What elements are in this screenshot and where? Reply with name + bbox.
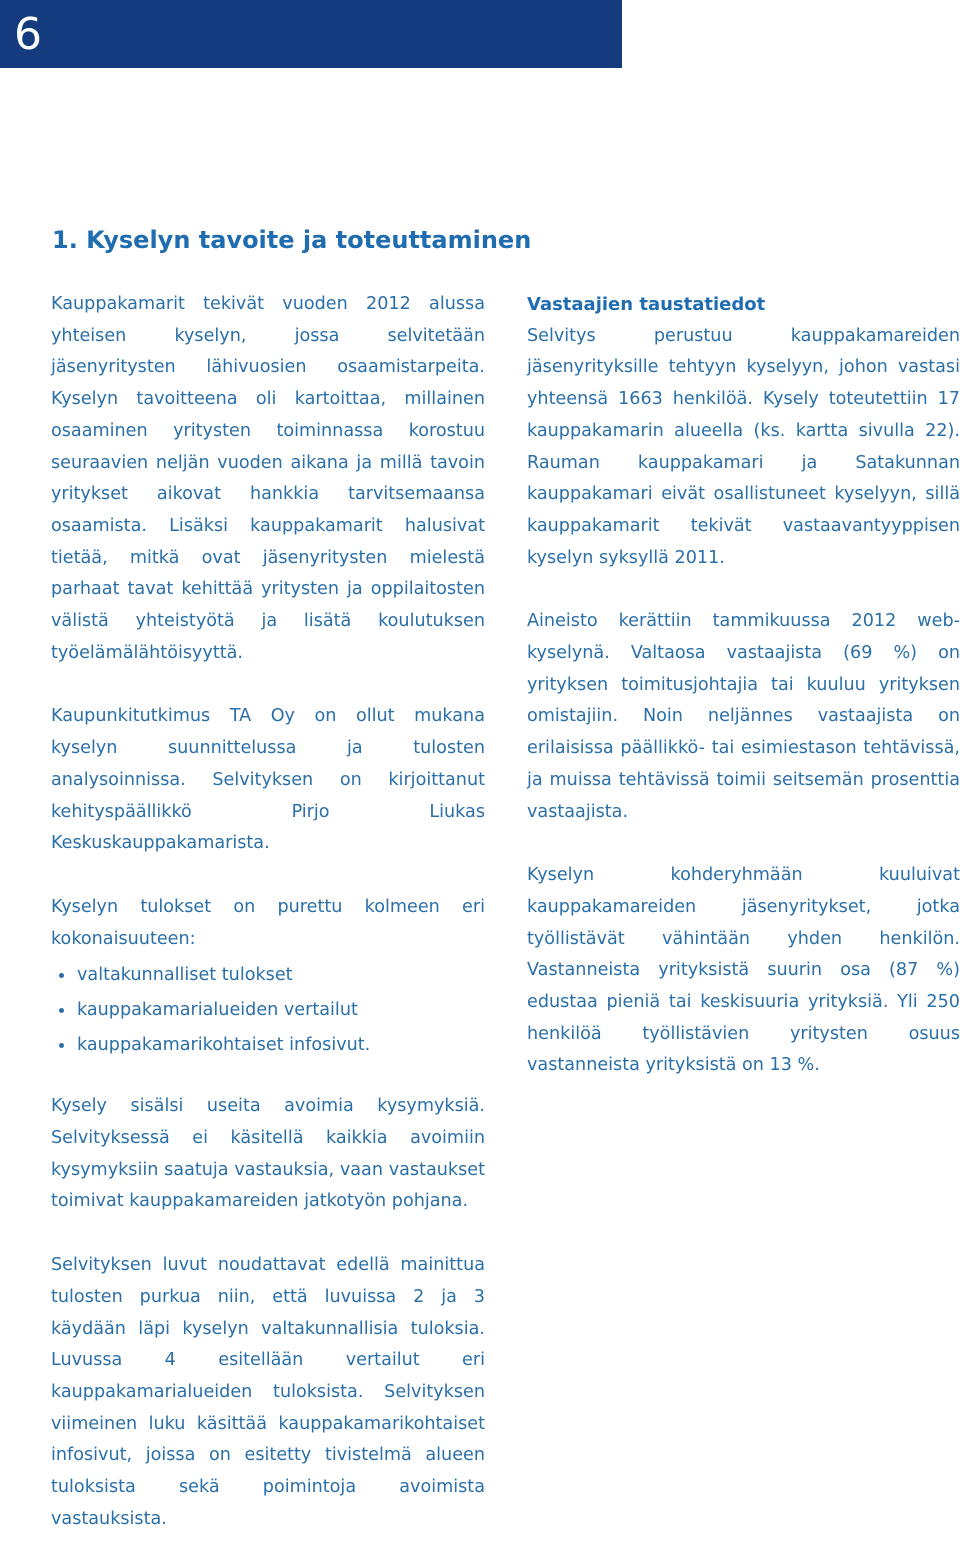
authors-paragraph: Kaupunkitutkimus TA Oy on ollut mukana kyselyn suunnittelussa ja tulosten analysoinnissa. Selvityksen on kirjoittanut kehityspäällikkö Pirjo Liukas Keskuskauppakamarista. [51, 706, 485, 854]
data-collection-paragraph: Aineisto kerättiin tammikuussa 2012 web-kyselynä. Valtaosa vastaajista (69 %) on yrityksen toimitusjohtajia tai kuuluu yrityksen omistajiin. Noin neljännes vastaajista on erilaisissa päällikkö- tai esimiestason tehtävissä, ja muissa tehtävissä toimii seitsemän prosenttia vastaajista. [527, 611, 960, 822]
results-intro-paragraph: Kyselyn tulokset on purettu kolmeen eri kokonaisuuteen: [51, 896, 485, 949]
survey-basis-paragraph: Selvitys perustuu kauppakamareiden jäsenyrityksille tehtyyn kyselyyn, johon vastasi yhteensä 1663 henkilöä. Kysely toteutettiin 17 kauppakamarin alueella (ks. kartta sivulla 22). Rauman kauppakamari ja Satakunnan kauppakamari eivät osallistuneet kyselyyn, sillä kauppakamarit tekivät vastaavantyyppisen kyselyn syksyllä 2011. [527, 325, 960, 568]
intro-paragraph: Kauppakamarit tekivät vuoden 2012 alussa yhteisen kyselyn, jossa selvitetään jäsenyritysten lähivuosien osaamistarpeita. Kyselyn tavoitteena oli kartoittaa, millainen osaaminen yritysten toiminnassa korostuu seuraavien neljän vuoden aikana ja millä tavoin yritykset aikovat hankkia tarvitsemaansa osaamista. Lisäksi kauppakamarit halusivat tietää, mitkä ovat jäsenyritysten mielestä parhaat tavat kehittää yritysten ja oppilaitosten välistä yhteistyötä ja lisätä koulutuksen työelämälähtöisyyttä. [51, 294, 485, 663]
list-item: kauppakamarikohtaiset infosivut. [51, 1028, 485, 1063]
right-column [527, 289, 960, 1114]
report-structure-paragraph: Selvityksen luvut noudattavat edellä mainittua tulosten purkua niin, että luvuissa 2 ja 3 käydään läpi kyselyn valtakunnallisia tuloksia. Luvussa 4 esitellään vertailut eri kauppakamarialueiden tuloksista. Selvityksen viimeinen luku käsittää kauppakamarikohtaiset infosivut, joissa on esitetty tivistelmä alueen tuloksista sekä poimintoja avoimista vastauksista. [51, 1255, 485, 1529]
page-number: 6 [14, 9, 42, 60]
list-item: kauppakamarialueiden vertailut [51, 993, 485, 1028]
results-bullet-list [51, 958, 485, 1063]
open-questions-paragraph: Kysely sisälsi useita avoimia kysymyksiä. Selvityksessä ei käsitellä kaikkia avoimiin kysymyksiin saatuja vastauksia, vaan vastaukset toimivat kauppakamareiden jatkotyön pohjana. [51, 1096, 485, 1212]
page-number-banner [0, 0, 622, 68]
target-group-paragraph: Kyselyn kohderyhmään kuuluivat kauppakamareiden jäsenyritykset, jotka työllistävät vähintään yhden henkilön. Vastanneista yrityksistä suurin osa (87 %) edustaa pieniä tai keskisuuria yrityksiä. Yli 250 henkilöä työllistävien yritysten osuus vastanneista yrityksistä on 13 %. [527, 865, 960, 1076]
list-item: valtakunnalliset tulokset [51, 958, 485, 993]
left-column [51, 289, 485, 1568]
section-title: 1. Kyselyn tavoite ja toteuttaminen [52, 226, 532, 254]
respondents-subheading: Vastaajien taustatiedot [527, 294, 766, 315]
